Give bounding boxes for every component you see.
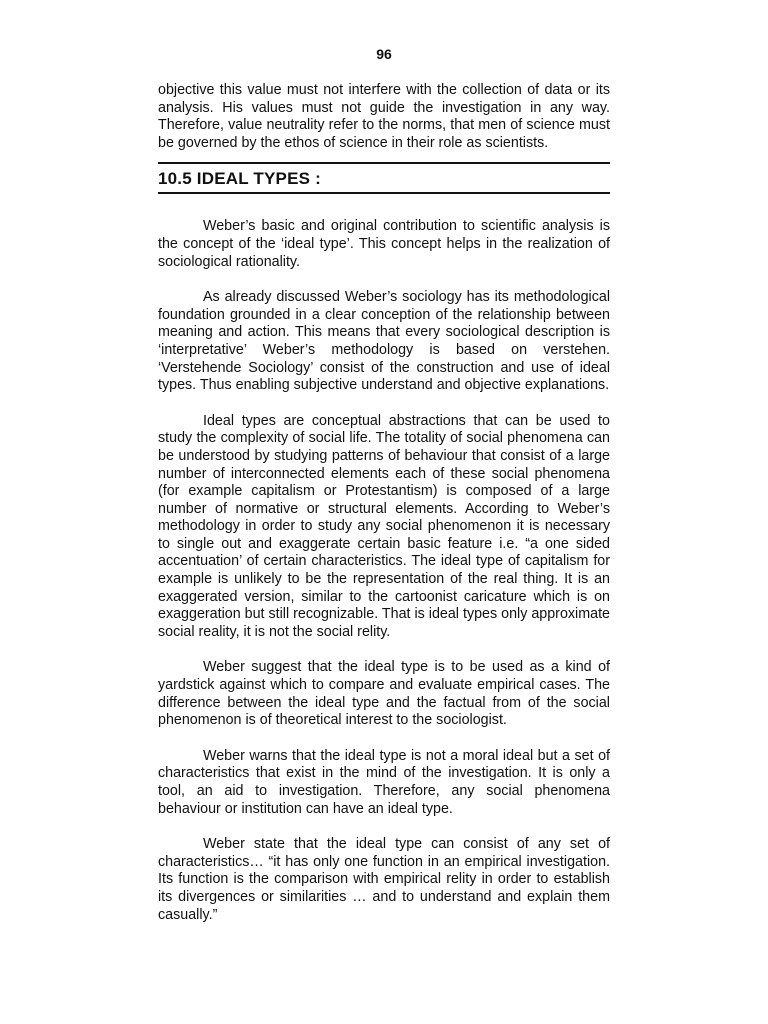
intro-paragraph: objective this value must not interfere with the collection of data or its analysis. His values must not guide the investigation in any way. Therefore, value neutrality refer to the norms, that men of science must be governed by the ethos of science in their role as scientists. — [158, 82, 610, 151]
page-content — [158, 82, 610, 924]
paragraph-ideal-type-intro: Weber’s basic and original contribution to scientific analysis is the concept of the ‘ideal type’. This concept helps in the realization of sociological rationality. — [158, 218, 610, 270]
paragraph-conceptual-abstractions: Ideal types are conceptual abstractions that can be used to study the complexity of social life. The totality of social phenomena can be understood by studying patterns of behaviour that consist of a large number of interconnected elements each of these social phenomena (for example capitalism or Protestantism) is composed of a large number of normative or structural elements. According to Weber’s methodology in order to study any social phenomenon it is necessary to single out and exaggerate certain basic feature i.e. “a one sided accentuation’ of certain characteristics. The ideal type of capitalism for example is unlikely to be the representation of the real thing. It is an exaggerated version, similar to the cartoonist caricature which is on exaggeration but still recognizable. That is ideal types only approximate social reality, it is not the social relity. — [158, 412, 610, 640]
page-number: 96 — [376, 46, 392, 62]
paragraph-methodology: As already discussed Weber’s sociology has its methodological foundation grounded in a clear conception of the relationship between meaning and action. This means that every sociological description is ‘interpretative’ Weber’s methodology is based on verstehen. ‘Verstehende Sociology’ consist of the construction and use of ideal types. Thus enabling subjective understand and objective explanations. — [158, 289, 610, 394]
section-heading-box — [158, 162, 610, 194]
section-heading: 10.5 IDEAL TYPES : — [158, 168, 321, 188]
paragraph-characteristics-quote: Weber state that the ideal type can consist of any set of characteristics… “it has only one function in an empirical investigation. Its function is the comparison with empirical relity in order to establish its divergences or similarities … and to understand and explain them casually.” — [158, 836, 610, 923]
paragraph-moral-ideal: Weber warns that the ideal type is not a moral ideal but a set of characteristics that exist in the mind of the investigation. It is only a tool, an aid to investigation. Therefore, any social phenomena behaviour or institution can have an ideal type. — [158, 747, 610, 817]
paragraph-yardstick: Weber suggest that the ideal type is to be used as a kind of yardstick against which to compare and evaluate empirical cases. The difference between the ideal type and the factual from of the social phenomenon is of theoretical interest to the sociologist. — [158, 659, 610, 729]
